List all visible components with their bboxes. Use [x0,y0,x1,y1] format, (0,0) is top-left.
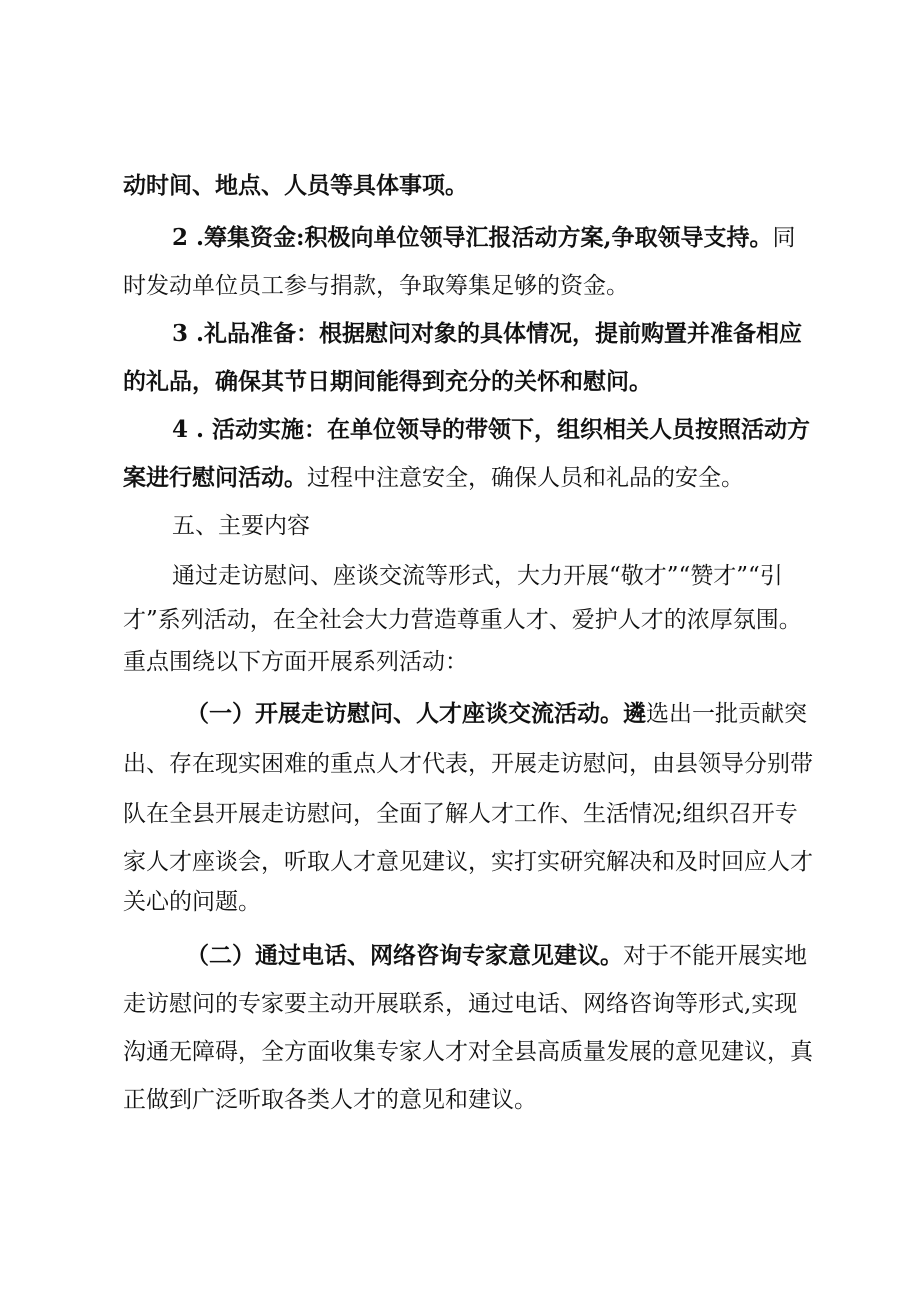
normal-text: 家人才座谈会，听取人才意见建议，实打实研究解决和及时回应人才 [123,849,813,875]
normal-text: 队在全县开展走访慰问，全面了解人才工作、生活情况;组织召开专 [123,801,798,827]
paragraph-line [172,218,796,258]
normal-text: 重点围绕以下方面开展系列活动： [123,649,468,675]
bold-text: 3 .礼品准备：根据慰问对象的具体情况，提前购置并准备相应 [172,320,803,347]
normal-text: 通过走访慰问、座谈交流等形式，大力开展“敬才”“赞才”“引 [172,563,783,589]
normal-text: 出、存在现实困难的重点人才代表，开展走访慰问，由县领导分别带 [123,751,813,777]
paragraph-line [123,458,744,498]
bold-text: 案进行慰问活动。 [123,464,307,491]
bold-text: 2 .筹集资金:积极向单位领导汇报活动方案,争取领导支持。 [172,224,773,251]
bold-text: （一）开展走访慰问、人才座谈交流活动。遴 [186,700,646,727]
paragraph-line [123,842,813,882]
paragraph-line [123,642,468,682]
paragraph-line [123,362,652,402]
normal-text: 同 [772,225,796,251]
normal-text: 选出一批贡献突 [646,701,807,727]
bold-text: 的礼品，确保其节日期间能得到充分的关怀和慰问。 [123,368,652,395]
bold-text: （二）通过电话、网络咨询专家意见建议。 [186,942,623,969]
normal-text: 正做到广泛听取各类人才的意见和建议。 [123,1087,537,1113]
paragraph-line [123,744,813,784]
bold-text: 4 . 活动实施：在单位领导的带领下，组织相关人员按照活动方 [172,416,811,443]
normal-text: 才”系列活动，在全社会大力营造尊重人才、爱护人才的浓厚氛围。 [123,607,802,633]
normal-text: 沟通无障碍，全方面收集专家人才对全县高质量发展的意见建议，真 [123,1039,813,1065]
paragraph-line [186,936,807,976]
paragraph-line [123,266,629,306]
paragraph-line [123,1080,537,1120]
paragraph-line [123,1032,813,1072]
paragraph-line [123,166,468,206]
paragraph-line [123,600,802,640]
normal-text: 关心的问题。 [123,889,261,915]
normal-text: 对于不能开展实地 [623,943,807,969]
normal-text: 过程中注意安全，确保人员和礼品的安全。 [307,465,744,491]
paragraph-line [123,794,798,834]
paragraph-line [186,694,807,734]
normal-text: 时发动单位员工参与捐款，争取筹集足够的资金。 [123,273,629,299]
paragraph-line [172,314,802,354]
paragraph-line [172,556,783,596]
normal-text: 走访慰问的专家要主动开展联系，通过电话、网络咨询等形式,实现 [123,991,798,1017]
paragraph-line [123,882,261,922]
paragraph-line [172,410,810,450]
heading-text: 五、主要内容 [172,513,310,539]
section-heading [172,506,310,546]
paragraph-line [123,984,797,1024]
bold-text: 动时间、地点、人员等具体事项。 [123,172,468,199]
